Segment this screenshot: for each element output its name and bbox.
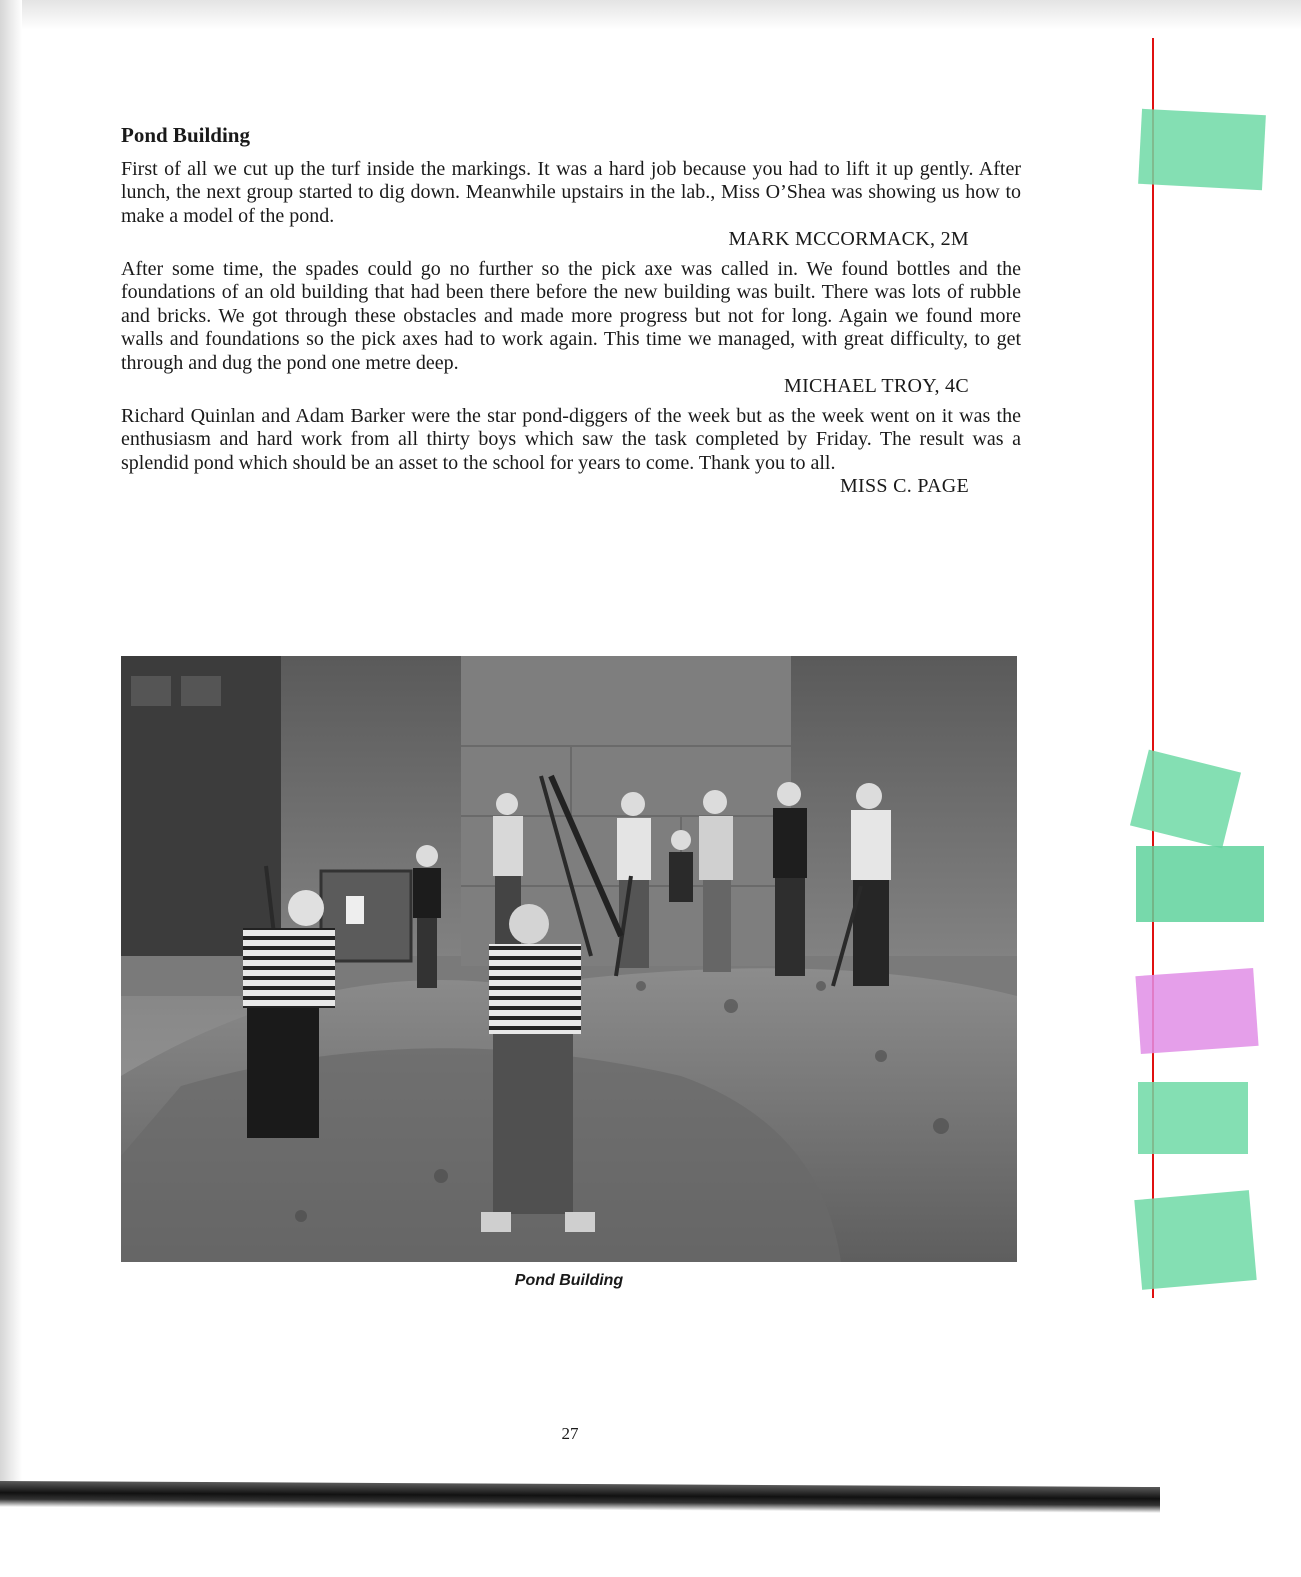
author-signature: MISS C. PAGE [839, 475, 969, 497]
page-number: 27 [561, 1424, 579, 1443]
author-signature: MARK MCCORMACK, 2M [728, 228, 969, 250]
pond-building-photo [121, 656, 1017, 1262]
article-paragraph: Richard Quinlan and Adam Barker were the star pond-diggers of the week but as the week went on it was the enthusiasm and hard work from all thirty boys which saw the task completed by Friday. The result was a splendid pond which should be an asset to the school for years to come. Thank you to all. [121, 404, 1021, 474]
index-tab-green [1134, 1190, 1256, 1290]
scan-left-shadow [0, 0, 22, 1500]
article-paragraph: After some time, the spades could go no further so the pick axe was called in. We found bottles and the foundations of an old building that had been there before the new building was built. There was lots of rubble and bricks. We got through these obstacles and made more progress but not for long. Again we found more walls and foundations so the pick axes had to work again. This time we managed, with great difficulty, to get through and dug the pond one metre deep. [121, 257, 1021, 374]
index-tab-green [1138, 109, 1266, 190]
page-bottom-edge [0, 1481, 1160, 1513]
index-tab-green [1130, 750, 1241, 849]
article-paragraph: First of all we cut up the turf inside the markings. It was a hard job because you had to lift it up gently. After lunch, the next group started to dig down. Meanwhile upstairs in the lab., Miss O’Shea was showing us how to make a model of the pond. [121, 157, 1021, 227]
index-tab-green [1136, 846, 1264, 922]
author-signature: MICHAEL TROY, 4C [783, 375, 969, 397]
index-tab-green [1138, 1082, 1248, 1154]
article [121, 124, 1021, 505]
photo-caption: Pond Building [514, 1272, 624, 1289]
scan-top-shadow [0, 0, 1301, 30]
article-heading: Pond Building [121, 123, 250, 147]
index-tab-pink [1135, 968, 1258, 1054]
